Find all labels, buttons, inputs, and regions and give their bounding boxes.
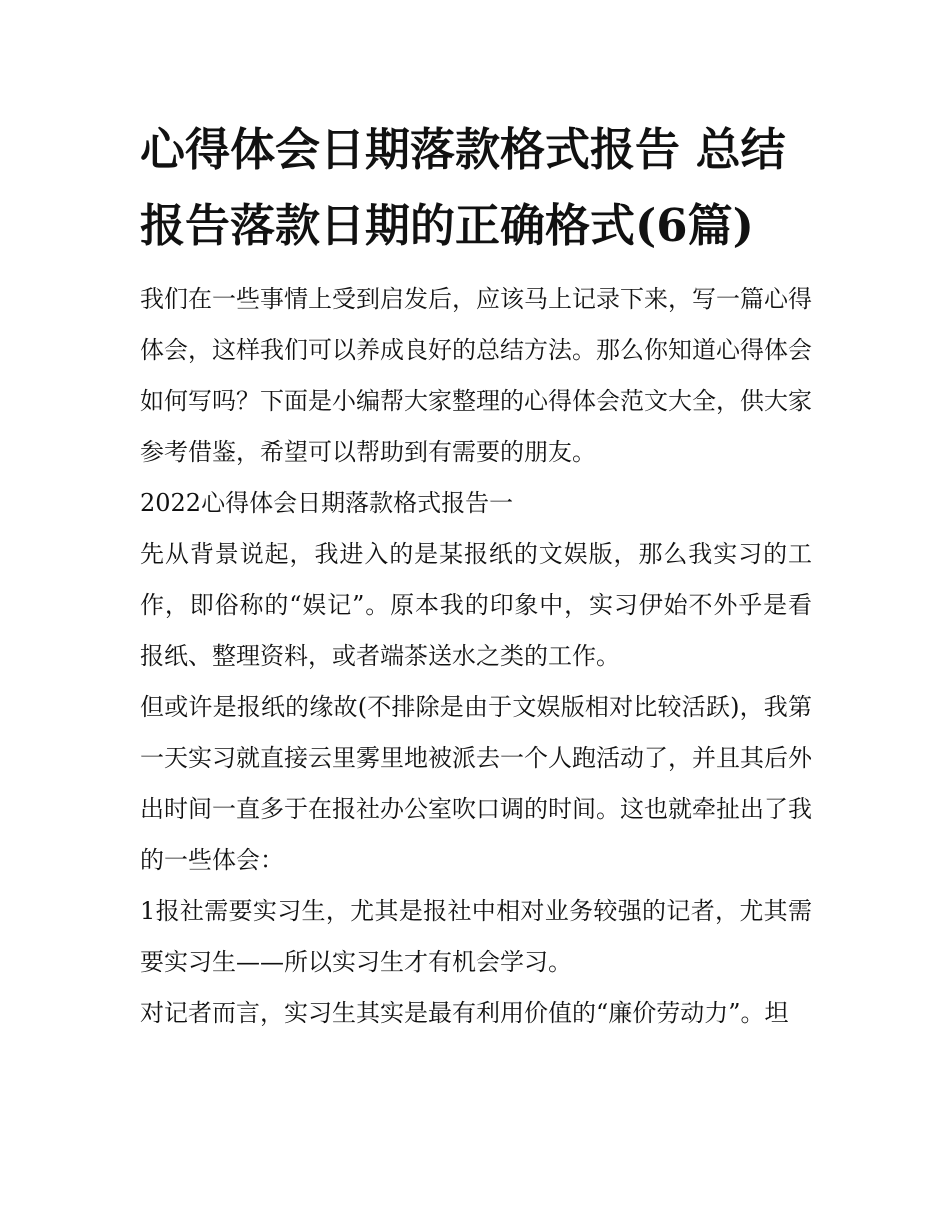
- document-title: 心得体会日期落款格式报告 总结报告落款日期的正确格式(6篇): [140, 123, 786, 252]
- body-paragraph: 但或许是报纸的缘故(不排除是由于文娱版相对比较活跃)，我第一天实习就直接云里雾里地被派去一个人跑活动了，并且其后外出时间一直多于在报社办公室吹口调的时间。这也就牵扯出了我的一些体会：: [140, 693, 812, 874]
- body-paragraph: 先从背景说起，我进入的是某报纸的文娱版，那么我实习的工作，即俗称的“娱记”。原本我的印象中，实习伊始不外乎是看报纸、整理资料，或者端茶送水之类的工作。: [140, 540, 812, 670]
- body-paragraph: 1报社需要实习生，尤其是报社中相对业务较强的记者，尤其需要实习生——所以实习生才有机会学习。: [140, 897, 812, 976]
- intro-paragraph: 我们在一些事情上受到启发后，应该马上记录下来，写一篇心得体会，这样我们可以养成良好的总结方法。那么你知道心得体会如何写吗？下面是小编帮大家整理的心得体会范文大全，供大家参考借鉴，希望可以帮助到有需要的朋友。: [140, 285, 812, 466]
- section-heading: 2022心得体会日期落款格式报告一: [140, 489, 514, 517]
- body-paragraph: 对记者而言，实习生其实是最有利用价值的“廉价劳动力”。坦: [140, 999, 789, 1027]
- document-body: [140, 112, 812, 1039]
